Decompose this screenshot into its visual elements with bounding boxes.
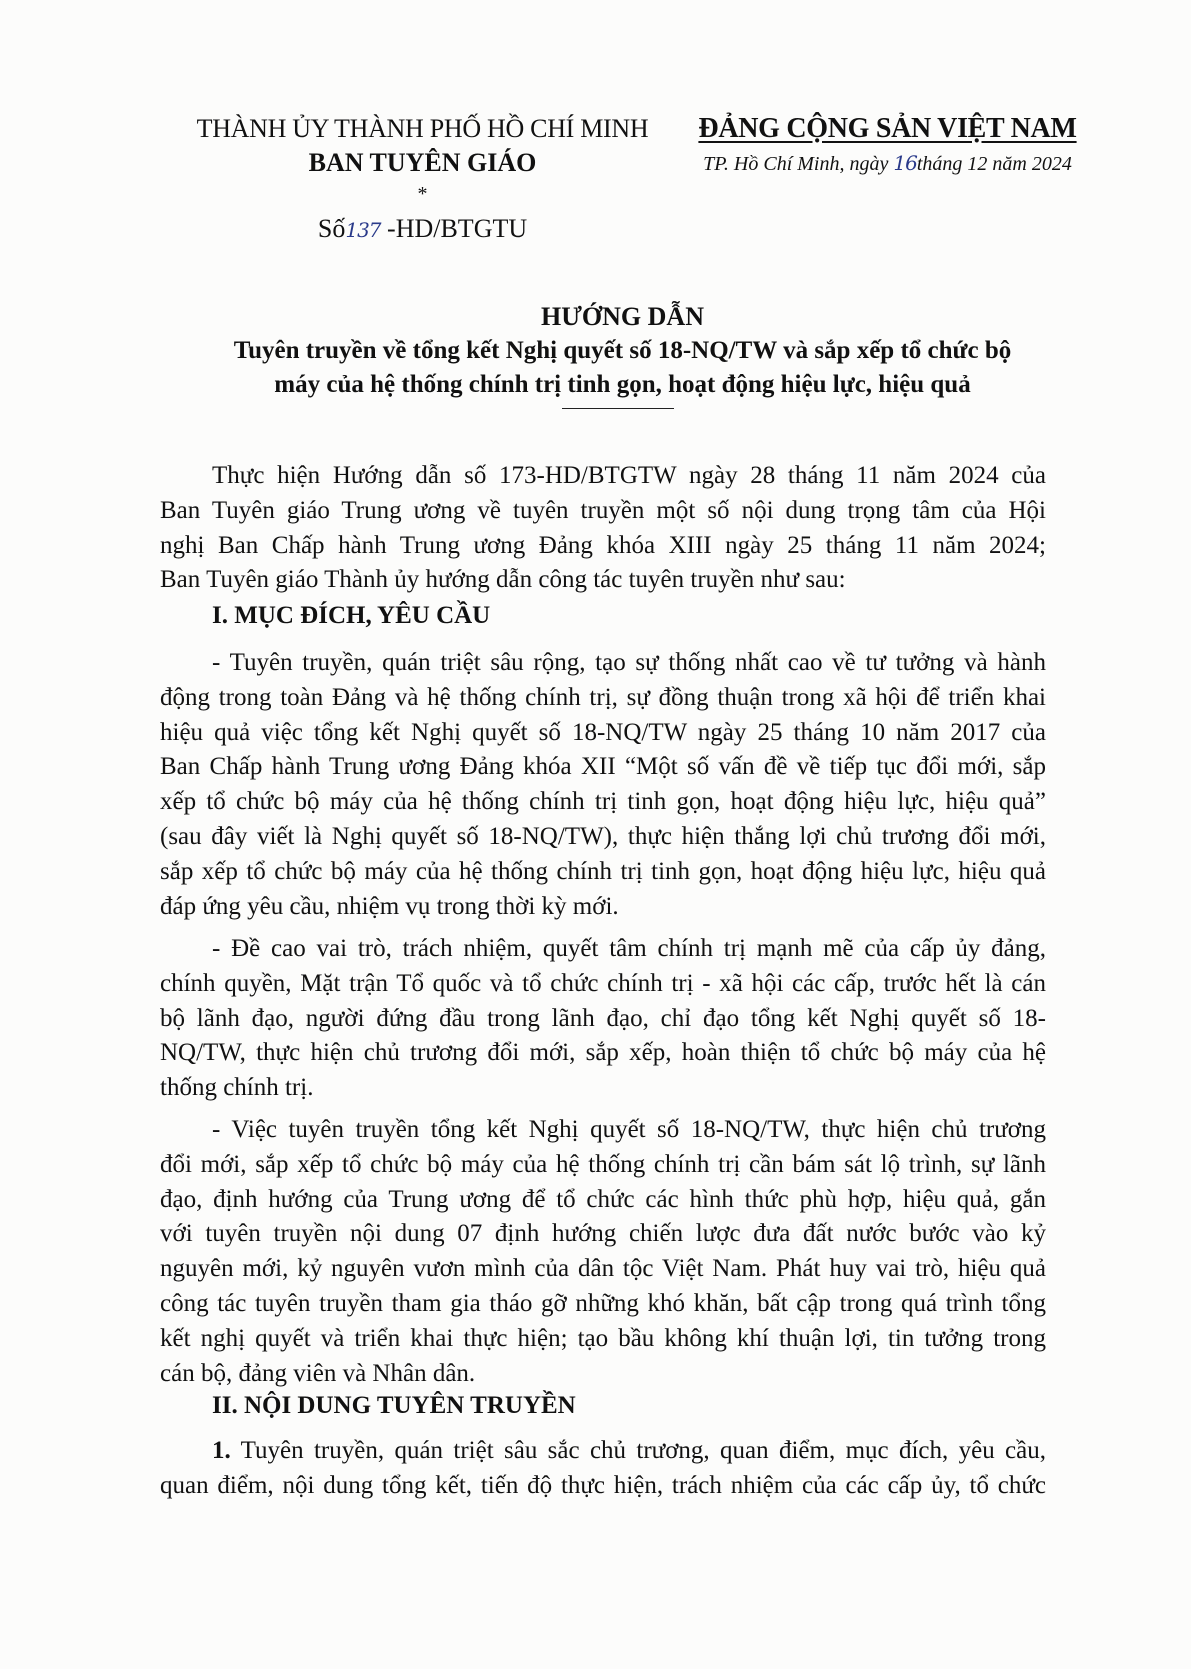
- line-text: NQ/TW, thực hiện chủ trương đổi mới, sắp xếp, hoàn thiện tổ chức bộ máy của hệ: [160, 1039, 1046, 1067]
- issuing-authority: [150, 112, 695, 208]
- text-line: [160, 1252, 1046, 1287]
- line-text: công tác tuyên truyền tham gia tháo gỡ những khó khăn, bất cập trong quá trình tổng: [160, 1289, 1046, 1317]
- section-1-heading: I. MỤC ĐÍCH, YÊU CẦU: [212, 602, 491, 629]
- doc-number-suffix: -HD/BTGTU: [387, 214, 528, 243]
- party-name: ĐẢNG CỘNG SẢN VIỆT NAM: [698, 113, 1077, 144]
- text-line: [160, 563, 1046, 598]
- text-line: [160, 750, 1046, 785]
- line-text: - Đề cao vai trò, trách nhiệm, quyết tâm chính trị mạnh mẽ của cấp ủy đảng,: [212, 935, 1046, 962]
- text-line: [160, 494, 1046, 529]
- text-line: [160, 785, 1046, 820]
- line-text: đáp ứng yêu cầu, nhiệm vụ trong thời kỳ mới.: [160, 892, 619, 920]
- text-line: [160, 855, 1046, 890]
- line-text: với tuyên truyền nội dung 07 định hướng chiến lược đưa đất nước bước vào kỷ: [160, 1220, 1046, 1248]
- document-type: HƯỚNG DẪN: [541, 302, 704, 331]
- department-name: BAN TUYÊN GIÁO: [308, 148, 537, 177]
- line-text: thống chính trị.: [160, 1074, 314, 1102]
- document-title: [150, 300, 1095, 402]
- line-text: cán bộ, đảng viên và Nhân dân.: [160, 1359, 476, 1387]
- line-text: (sau đây viết là Nghị quyết số 18-NQ/TW), thực hiện thắng lợi chủ trương đổi mới,: [160, 822, 1046, 850]
- doc-number-prefix: Số: [317, 214, 346, 243]
- text-line: [160, 1434, 1046, 1469]
- line-text: đạo, định hướng của Trung ương để tổ chức các hình thức phù hợp, hiệu quả, gắn: [160, 1185, 1046, 1213]
- handwritten-day: 16: [893, 151, 917, 175]
- text-line: [160, 716, 1046, 751]
- party-header: [690, 112, 1085, 181]
- line-text: đổi mới, sắp xếp tổ chức bộ máy của hệ thống chính trị cần bám sát lộ trình, sự lãnh: [160, 1150, 1046, 1178]
- line-text: động trong toàn Đảng và hệ thống chính trị, sự đồng thuận trong xã hội để triển khai: [160, 683, 1046, 711]
- text-line: [160, 932, 1046, 967]
- place-date-prefix: TP. Hồ Chí Minh, ngày: [703, 153, 889, 175]
- place-date: [690, 146, 1085, 181]
- text-line: [160, 681, 1046, 716]
- line-text: xếp tổ chức bộ máy của hệ thống chính trị tinh gọn, hoạt động hiệu lực, hiệu quả”: [160, 788, 1046, 816]
- text-line: [160, 967, 1046, 1002]
- text-line: [160, 646, 1046, 681]
- line-text: Thực hiện Hướng dẫn số 173-HD/BTGTW ngày 28 tháng 11 năm 2024 của: [212, 462, 1046, 489]
- line-text: sắp xếp tổ chức bộ máy của hệ thống chính trị tinh gọn, hoạt động hiệu lực, hiệu quả: [160, 857, 1046, 885]
- text-line: [160, 1287, 1046, 1322]
- section-2-item-1: [160, 1434, 1046, 1504]
- text-line: [160, 1322, 1046, 1357]
- text-line: [160, 1113, 1046, 1148]
- line-text: chính quyền, Mặt trận Tổ quốc và tổ chức chính trị - xã hội các cấp, trước hết là cán: [160, 969, 1046, 997]
- line-text: - Việc tuyên truyền tổng kết Nghị quyết số 18-NQ/TW, thực hiện chủ trương: [212, 1116, 1046, 1143]
- text-line: [160, 1002, 1046, 1037]
- line-text: nghị Ban Chấp hành Trung ương Đảng khóa XIII ngày 25 tháng 11 năm 2024;: [160, 531, 1046, 559]
- line-text: Ban Tuyên giáo Thành ủy hướng dẫn công tác tuyên truyền như sau:: [160, 566, 846, 594]
- subject-line-1: Tuyên truyền về tổng kết Nghị quyết số 18-NQ/TW và sắp xếp tổ chức bộ: [233, 337, 1012, 364]
- line-text: kết nghị quyết và triển khai thực hiện; tạo bầu không khí thuận lợi, tin tưởng trong: [160, 1324, 1046, 1352]
- intro-paragraph: [160, 459, 1046, 598]
- handwritten-doc-number: 137: [345, 218, 381, 242]
- text-line: [160, 1036, 1046, 1071]
- line-text: Ban Chấp hành Trung ương Đảng khóa XII “Một số vấn đề về tiếp tục đổi mới, sắp: [160, 753, 1046, 781]
- separator-star: *: [417, 183, 428, 205]
- text-line: [160, 820, 1046, 855]
- text-line: [160, 459, 1046, 494]
- line-text: Tuyên truyền, quán triệt sâu sắc chủ trương, quan điểm, mục đích, yêu cầu,: [230, 1437, 1046, 1464]
- item-number: 1.: [212, 1437, 231, 1464]
- section-1-paragraph-2: [160, 932, 1046, 1106]
- section-1-paragraph-3: [160, 1113, 1046, 1391]
- organization-name: THÀNH ỦY THÀNH PHỐ HỒ CHÍ MINH: [196, 114, 649, 143]
- line-text: - Tuyên truyền, quán triệt sâu rộng, tạo sự thống nhất cao về tư tưởng và hành: [212, 649, 1046, 676]
- section-1-paragraph-1: [160, 646, 1046, 924]
- text-line: [160, 890, 1046, 925]
- line-text: quan điểm, nội dung tổng kết, tiến độ thực hiện, trách nhiệm của các cấp ủy, tổ chức: [160, 1471, 1046, 1499]
- line-text: Ban Tuyên giáo Trung ương về tuyên truyền một số nội dung trọng tâm của Hội: [160, 496, 1046, 524]
- place-date-suffix: tháng 12 năm 2024: [916, 153, 1072, 175]
- line-text: nguyên mới, kỷ nguyên vươn mình của dân tộc Việt Nam. Phát huy vai trò, hiệu quả: [160, 1255, 1046, 1283]
- line-text: bộ lãnh đạo, người đứng đầu trong lãnh đạo, chỉ đạo tổng kết Nghị quyết số 18-: [160, 1004, 1046, 1032]
- text-line: [160, 1071, 1046, 1106]
- title-divider: [562, 408, 674, 409]
- text-line: [160, 1469, 1046, 1504]
- text-line: [160, 529, 1046, 564]
- text-line: [160, 1217, 1046, 1252]
- section-2-heading: II. NỘI DUNG TUYÊN TRUYỀN: [212, 1392, 576, 1419]
- text-line: [160, 1357, 1046, 1392]
- text-line: [160, 1183, 1046, 1218]
- document-number: [150, 214, 695, 244]
- subject-line-2: máy của hệ thống chính trị tinh gọn, hoạt động hiệu lực, hiệu quả: [274, 371, 971, 398]
- line-text: hiệu quả việc tổng kết Nghị quyết số 18-NQ/TW ngày 25 tháng 10 năm 2017 của: [160, 718, 1046, 746]
- text-line: [160, 1148, 1046, 1183]
